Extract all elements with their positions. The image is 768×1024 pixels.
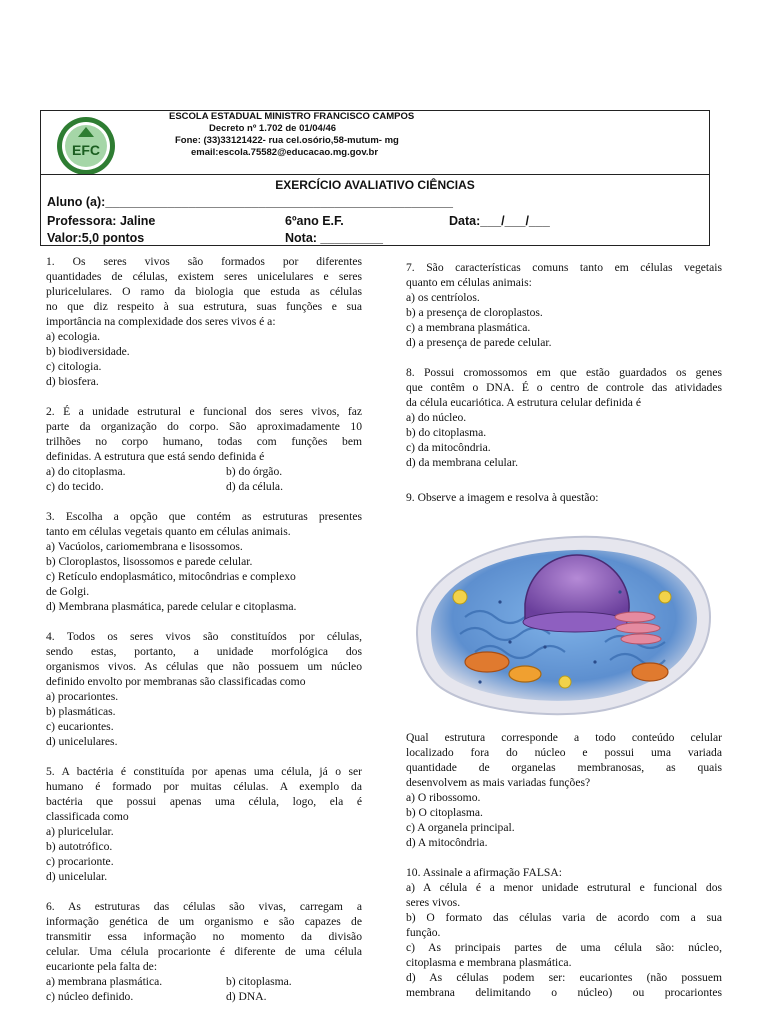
question-text-line: da célula eucariótica. A estrutura celular definida é [406,396,641,409]
answer-option[interactable]: a) Vacúolos, cariomembrana e lisossomos. [46,540,243,553]
question-text-line: quanto em células animais: [406,276,532,289]
answer-option[interactable]: a) ecologia. [46,330,101,343]
question-text-line: 1. Os seres vivos são formados por diferentes [46,255,362,268]
answer-option[interactable]: b) autotrófico. [46,840,113,853]
question-8 [406,365,722,470]
answer-option[interactable]: c) procarionte. [46,855,114,868]
school-logo [55,115,117,177]
answer-option[interactable]: c) eucariontes. [46,720,114,733]
answer-option[interactable]: seres vivos. [406,896,461,909]
student-name-field[interactable]: Aluno (a):__________________________________________________ [47,195,453,209]
question-text-line: desenvolvem as mais variadas funções? [406,776,591,789]
answer-option-row [46,989,362,1004]
answer-option[interactable]: c) citologia. [46,360,102,373]
right-column-bottom [406,730,722,1000]
answer-option-row [46,479,362,494]
answer-option[interactable]: b) O formato das células varia de acordo com a sua [406,911,722,924]
answer-option[interactable]: d) da célula. [226,480,283,493]
question-text-line: importância na complexidade dos seres vivos é a: [46,315,276,328]
question-text-line: localizado fora do núcleo e possui uma variada [406,746,722,759]
answer-option-row [46,464,362,479]
answer-option[interactable]: d) unicelulares. [46,735,118,748]
answer-option[interactable]: d) da membrana celular. [406,456,519,469]
answer-option[interactable]: d) A mitocôndria. [406,836,488,849]
svg-text:EFC: EFC [72,142,100,158]
school-info [141,111,581,159]
answer-option[interactable]: função. [406,926,441,939]
question-text-line: classificada como [46,810,129,823]
question-text-line: 4. Todos os seres vivos são constituídos por células, [46,630,362,643]
question-text-line: 5. A bactéria é constituída por apenas uma célula, já o ser [46,765,362,778]
answer-option[interactable]: c) da mitocôndria. [406,441,491,454]
answer-option[interactable]: c) As principais partes de uma célula são: núcleo, [406,941,722,954]
question-text-line: que contêm o DNA. É o centro de controle das atividades [406,381,722,394]
date-field[interactable]: Data:___/___/___ [449,214,550,228]
answer-option[interactable]: d) Membrana plasmática, parede celular e citoplasma. [46,600,297,613]
question-text-line: 6. As estruturas das células são vivas, carregam a [46,900,362,913]
answer-option[interactable]: b) biodiversidade. [46,345,130,358]
cell-illustration [405,522,720,722]
question-text-line: 7. São características comuns tanto em células vegetais [406,261,722,274]
answer-option[interactable]: d) biosfera. [46,375,99,388]
answer-option[interactable]: d) a presença de parede celular. [406,336,552,349]
question-text-line: pluricelulares. O ramo da biologia que estuda as células [46,285,362,298]
answer-option[interactable]: a) A célula é a menor unidade estrutural e funcional dos [406,881,722,894]
header-divider [41,174,709,175]
answer-option[interactable]: b) do citoplasma. [406,426,487,439]
school-decree: Decreto nº 1.702 de 01/04/46 [209,123,337,134]
question-text-line: 9. Observe a imagem e resolva à questão: [406,491,599,504]
answer-option[interactable]: c) Retículo endoplasmático, mitocôndrias e complexo [46,570,296,583]
grade-level: 6ºano E.F. [285,214,344,228]
question-9 [406,730,722,850]
question-text-line: 8. Possui cromossomos em que estão guardados os genes [406,366,722,379]
question-4 [46,629,362,749]
answer-option[interactable]: c) núcleo definido. [46,990,134,1003]
answer-option[interactable]: b) O citoplasma. [406,806,483,819]
answer-option[interactable]: a) do núcleo. [406,411,467,424]
school-phone: Fone: (33)33121422- rua cel.osório,58-mutum- mg [175,135,399,146]
school-email: email:escola.75582@educacao.mg.gov.br [191,147,379,158]
right-column-top [406,260,722,505]
question-text-line: organismos vivos. As células que não possuem um núcleo [46,660,362,673]
answer-option[interactable]: a) membrana plasmática. [46,975,163,988]
question-9-prompt [406,490,722,505]
answer-option[interactable]: de Golgi. [46,585,90,598]
question-text-line: sendo estas, portanto, a unidade morfológica dos [46,645,362,658]
question-text-line: definidas. A estrutura que está sendo definida é [46,450,265,463]
answer-option[interactable]: d) unicelular. [46,870,108,883]
question-text-line: no que diz respeito à sua estrutura, suas funções e sua [46,300,362,313]
answer-option[interactable]: d) As células podem ser: eucariontes (não possuem [406,971,722,984]
question-5 [46,764,362,884]
answer-option[interactable]: b) plasmáticas. [46,705,116,718]
question-text-line: humano é formado por muitas células. A exemplo da [46,780,362,793]
question-text-line: quantidade de organelas membranosas, as quais [406,761,722,774]
question-7 [406,260,722,350]
answer-option[interactable]: c) do tecido. [46,480,104,493]
answer-option[interactable]: c) a membrana plasmática. [406,321,531,334]
question-10 [406,865,722,1000]
exam-header [40,110,710,246]
question-2 [46,404,362,494]
question-text-line: 2. É a unidade estrutural e funcional dos seres vivos, faz [46,405,362,418]
answer-option[interactable]: citoplasma e membrana plasmática. [406,956,572,969]
question-text-line: 10. Assinale a afirmação FALSA: [406,866,562,879]
question-text-line: tanto em células vegetais quanto em células animais. [46,525,291,538]
answer-option[interactable]: a) O ribossomo. [406,791,481,804]
question-text-line: definido envolto por membranas são classificadas como [46,675,306,688]
answer-option-row [46,974,362,989]
question-text-line: Qual estrutura corresponde a todo conteúdo celular [406,731,722,744]
question-text-line: quantidades de células, existem seres unicelulares e seres [46,270,362,283]
school-name: ESCOLA ESTADUAL MINISTRO FRANCISCO CAMPOS [169,111,415,122]
question-text-line: parte da organização do corpo. São aproximadamente 10 [46,420,362,433]
answer-option[interactable]: b) citoplasma. [226,975,292,988]
question-1 [46,254,362,389]
answer-option[interactable]: membrana delimitando o núcleo) ou procariontes [406,986,722,999]
question-text-line: celular. Uma célula procarionte é diferente de uma célula [46,945,362,958]
question-text-line: eucarionte pela falta de: [46,960,158,973]
answer-option[interactable]: a) procariontes. [46,690,119,703]
score-field[interactable]: Nota: _________ [285,231,383,245]
left-column [46,254,362,1019]
answer-option[interactable]: a) do citoplasma. [46,465,126,478]
question-text-line: bactéria que possui apenas uma célula, logo, ela é [46,795,362,808]
question-text-line: informação genética de um organismo e são capazes de [46,915,362,928]
question-6 [46,899,362,1004]
question-text-line: trilhões no corpo humano, todas com funções bem [46,435,362,448]
answer-option[interactable]: a) os centríolos. [406,291,480,304]
question-text-line: transmitir essa informação no momento da divisão [46,930,362,943]
answer-option[interactable]: a) pluricelular. [46,825,114,838]
exam-title: EXERCÍCIO AVALIATIVO CIÊNCIAS [275,178,475,192]
exam-value: Valor:5,0 pontos [47,231,145,245]
answer-option[interactable]: b) a presença de cloroplastos. [406,306,543,319]
question-text-line: 3. Escolha a opção que contém as estruturas presentes [46,510,362,523]
answer-option[interactable]: b) do órgão. [226,465,283,478]
answer-option[interactable]: d) DNA. [226,990,267,1003]
answer-option[interactable]: c) A organela principal. [406,821,515,834]
teacher-name: Professora: Jaline [47,214,156,228]
question-3 [46,509,362,614]
answer-option[interactable]: b) Cloroplastos, lisossomos e parede celular. [46,555,253,568]
